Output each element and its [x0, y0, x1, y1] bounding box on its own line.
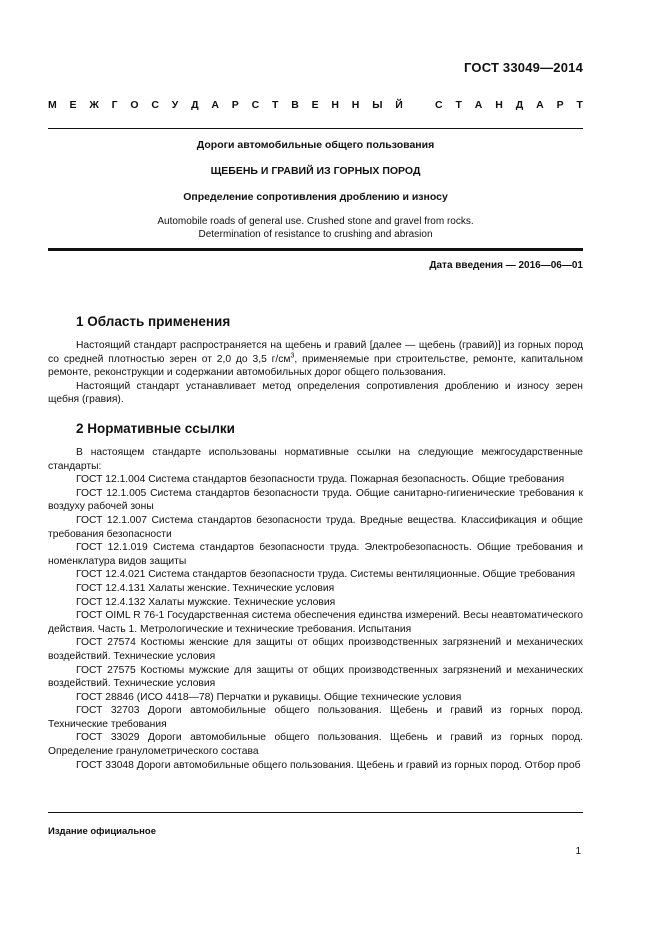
banner-letter: В — [291, 99, 299, 111]
section-1-heading: 1 Область применения — [76, 314, 231, 329]
interstate-standard-banner — [48, 99, 583, 111]
banner-letter: Т — [455, 99, 462, 111]
reference-paragraph: ГОСТ 27574 Костюмы женские для защиты от общих производственных загрязнений и механических воздействий. Технические условия — [48, 637, 583, 662]
banner-letter: А — [474, 99, 483, 111]
title-rule-top — [48, 128, 583, 129]
banner-letter: Н — [351, 99, 360, 111]
banner-letter: Е — [311, 99, 319, 111]
banner-letter: Д — [515, 99, 524, 111]
banner-letter: Р — [556, 99, 564, 111]
banner-letter: Т — [271, 99, 279, 111]
banner-letter: Й — [395, 99, 403, 111]
banner-letter: Р — [231, 99, 239, 111]
reference-paragraph: ГОСТ 12.1.019 Система стандартов безопасности труда. Электробезопасность. Общие требования и номенклатура видов защиты — [48, 542, 583, 567]
title-line-3: Определение сопротивления дроблению и износу — [183, 191, 448, 203]
banner-letter: А — [211, 99, 219, 111]
superscript: 3 — [290, 352, 295, 360]
reference-paragraph: ГОСТ 27575 Костюмы мужские для защиты от общих производственных загрязнений и механических воздействий. Технические условия — [48, 664, 583, 690]
interstate-word — [48, 99, 403, 111]
banner-letter: Ж — [89, 99, 99, 111]
section-1-paragraph: Настоящий стандарт устанавливает метод определения сопротивления дроблению и износу зерен щебня (гравия). — [48, 380, 583, 406]
footer-rule — [48, 812, 583, 813]
title-english-2: Determination of resistance to crushing and abrasion — [198, 229, 433, 240]
standard-word — [435, 99, 583, 111]
banner-letter: А — [536, 99, 544, 111]
reference-paragraph: ГОСТ 33048 Дороги автомобильные общего пользования. Щебень и гравий из горных пород. Отбор проб — [76, 759, 581, 771]
banner-letter: Д — [191, 99, 199, 111]
official-edition-label: Издание официальное — [48, 826, 156, 837]
title-line-1: Дороги автомобильные общего пользования — [196, 139, 435, 151]
section-2-body — [48, 446, 583, 772]
reference-paragraph: ГОСТ 12.1.007 Система стандартов безопасности труда. Вредные вещества. Классификация и общие требования безопасности — [48, 514, 583, 540]
title-line-2: ЩЕБЕНЬ И ГРАВИЙ ИЗ ГОРНЫХ ПОРОД — [210, 165, 421, 177]
banner-letter: Е — [69, 99, 77, 111]
gost-code: ГОСТ 33049—2014 — [464, 60, 583, 75]
banner-letter: М — [48, 99, 57, 111]
reference-paragraph: ГОСТ 12.4.021 Система стандартов безопасности труда. Системы вентиляционные. Общие требования — [76, 569, 576, 581]
banner-letter: Н — [331, 99, 339, 111]
banner-letter: У — [171, 99, 179, 111]
reference-paragraph: ГОСТ 32703 Дороги автомобильные общего пользования. Щебень и гравий из горных пород. Технические требования — [48, 705, 583, 730]
paragraph-text: , применяемые при строительстве, ремонте, капитальном ремонте, реконструкции и содержании автомобильных дорог общего пользования. — [48, 353, 583, 379]
reference-paragraph: В настоящем стандарте использованы нормативные ссылки на следующие межгосударственные стандарты: — [48, 447, 583, 472]
banner-letter: О — [130, 99, 139, 111]
reference-paragraph: ГОСТ 12.4.132 Халаты мужские. Технические условия — [76, 596, 336, 608]
section-2-heading: 2 Нормативные ссылки — [76, 421, 235, 436]
reference-paragraph: ГОСТ 12.1.005 Система стандартов безопасности труда. Общие санитарно-гигиенические требования к воздуху рабочей зоны — [48, 487, 583, 513]
banner-letter: С — [151, 99, 159, 111]
banner-letter: Г — [111, 99, 118, 111]
banner-letter: Н — [495, 99, 503, 111]
banner-letter: Т — [576, 99, 583, 111]
reference-paragraph: ГОСТ 33029 Дороги автомобильные общего пользования. Щебень и гравий из горных пород. Определение гранулометрического состава — [48, 732, 583, 758]
title-rule-bottom — [48, 248, 583, 251]
section-1-body — [48, 339, 583, 407]
page-number: 1 — [575, 846, 581, 857]
introduction-date: Дата введения — 2016—06—01 — [429, 260, 583, 271]
paragraph-text: Настоящий стандарт распространяется на щебень и гравий [далее — щебень (гравий)] из горных пород со средней плотностью зерен от 2,0 до 3,5 г/см — [48, 340, 583, 365]
reference-paragraph: ГОСТ 12.1.004 Система стандартов безопасности труда. Пожарная безопасность. Общие требования — [76, 474, 565, 486]
banner-letter: С — [251, 99, 260, 111]
reference-paragraph: ГОСТ 12.4.131 Халаты женские. Технические условия — [76, 582, 335, 594]
title-english-1: Automobile roads of general use. Crushed stone and gravel from rocks. — [157, 216, 474, 227]
reference-paragraph: ГОСТ OIML R 76-1 Государственная система обеспечения единства измерений. Весы неавтоматического действия. Часть 1. Метрологические и технические требования. Испытания — [48, 610, 583, 635]
section-1-paragraph — [48, 339, 583, 380]
banner-letter: С — [435, 99, 443, 111]
reference-paragraph: ГОСТ 28846 (ИСО 4418—78) Перчатки и рукавицы. Общие технические условия — [76, 691, 462, 703]
banner-letter: Ы — [372, 99, 383, 111]
